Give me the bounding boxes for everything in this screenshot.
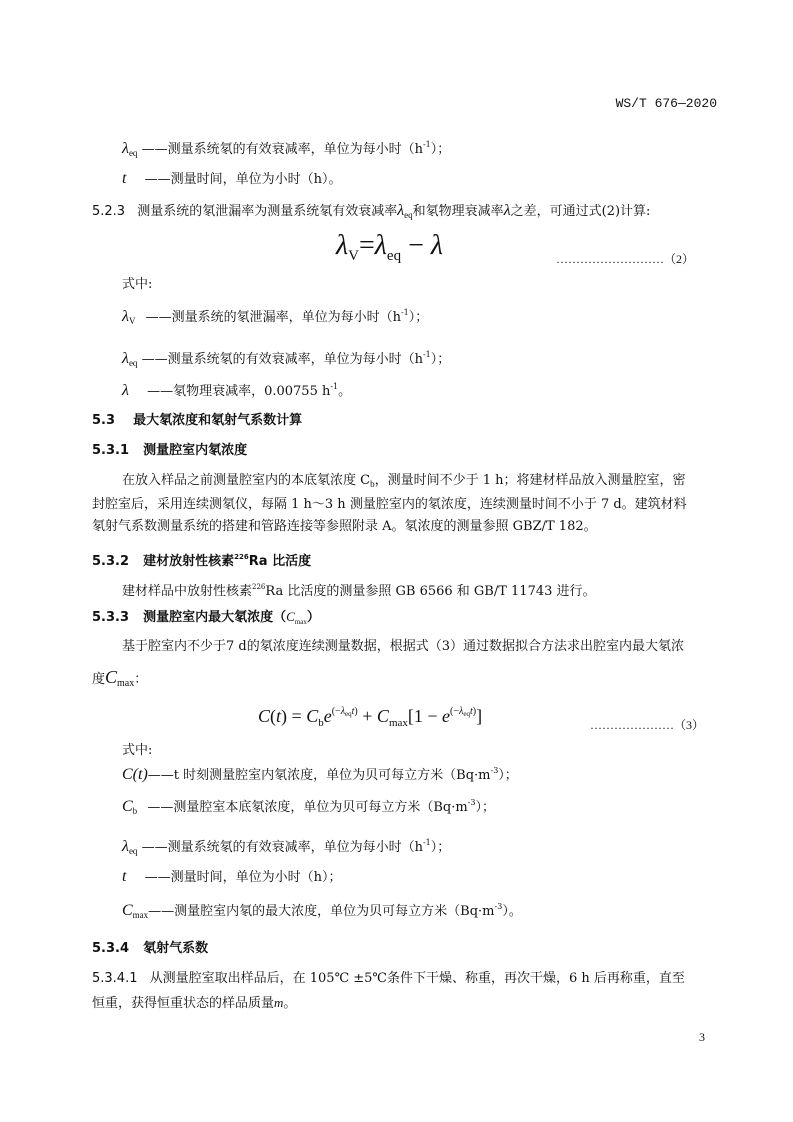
def-c-max: $C_{max}——$测量腔室内氡的最大浓度，单位为贝可每立方米$(Bq\cdot m^{-3})$。 [122, 902, 522, 920]
def-text: ——测量系统氡的有效衰减率，单位为每小时（h [141, 142, 423, 157]
section-number: 5.3.3 [92, 610, 130, 625]
section-5-3-1 [92, 442, 247, 460]
section-number: 5.3.1 [92, 443, 130, 458]
section-title: 测量腔室内氡浓度 [143, 443, 248, 458]
def-t-2: t ——测量时间，单位为小时（h）； [122, 868, 342, 885]
def-lambda-eq: $\lambda_{eq}$ ——测量系统氡的有效衰减率，单位为每小时$(h^{-1})$； [122, 140, 451, 158]
def-c-t: C(t)——t 时刻测量腔室内氡浓度，单位为贝可每立方米$(Bq\cdot m^{-3})$； [122, 766, 518, 783]
def-t [122, 170, 341, 189]
def-lambda-eq-3: $\lambda_{eq}$ ——测量系统氡的有效衰减率，单位为每小时$(h^{-1})$； [122, 838, 451, 856]
def-lambda: λ ——氡物理衰减率，0.00755 $h^{-1}$。 [122, 382, 352, 399]
def-lambda-v: $\lambda_V$ ——测量系统的氡泄漏率，单位为每小时$(h^{-1})$； [122, 308, 429, 326]
formula-2-leader: ………………………（2） [556, 252, 695, 266]
def-c-b: $C_b$ ——测量腔室本底氡浓度，单位为贝可每立方米$(Bq\cdot m^{-3})$； [122, 798, 495, 816]
paragraph-5-3-1-line-2: 封腔室后，采用连续测氡仪，每隔 1 h～3 h 测量腔室内的氡浓度，连续测量时间不小于 7 d。建筑材料 [92, 497, 687, 512]
where-label: 式中: [122, 277, 153, 292]
section-5-3-4-1-line-2: 恒重，获得恒重状态的样品质量m。 [92, 995, 297, 1011]
section-number: 5.2.3 [92, 204, 126, 219]
section-title: 氡射气系数 [143, 941, 209, 956]
paragraph-5-3-3-line-1: 基于腔室内不少于7 d的氡浓度连续测量数据，根据式（3）通过数据拟合方法求出腔室内最大氡浓 [122, 639, 684, 654]
paragraph-5-3-3-line-2: 度$C_{max}$： [92, 667, 148, 689]
def-lambda-eq-2: $\lambda_{eq}$ ——测量系统氡的有效衰减率，单位为每小时$(h^{-1})$； [122, 350, 451, 368]
section-5-2-3: 5.2.3 测量系统的氡泄漏率为测量系统氡有效衰减率$\lambda_{eq}$和氡物理衰减率λ之差，可通过式(2)计算: [92, 202, 651, 220]
def-symbol: λ [122, 140, 129, 157]
section-number: 5.3.2 [92, 554, 130, 569]
section-5-3-3: 5.3.3 测量腔室内最大氡浓度$(C_{max})$ [92, 609, 320, 626]
page-number: 3 [699, 1030, 705, 1044]
section-title: 最大氡浓度和氡射气系数计算 [133, 413, 303, 428]
formula-3-leader: …………………（3） [590, 718, 705, 732]
section-5-3-4-1-line-1: 5.3.4.1 从测量腔室取出样品后，在 105℃ ±5℃条件下干燥、称重，再次干燥，6 h 后再称重，直至 [92, 971, 685, 986]
def-text: ——测量时间，单位为小时（h）。 [144, 172, 342, 187]
paragraph-5-3-2: 建材样品中放射性核素$^{226}$Ra 比活度的测量参照 GB 6566 和 GB/T 11743 进行。 [122, 583, 596, 599]
section-number: 5.3 [92, 413, 116, 428]
where-label-2: 式中: [122, 743, 153, 758]
def-symbol: t [122, 170, 127, 187]
standard-code: WS/T 676—2020 [615, 96, 717, 111]
section-5-3 [92, 412, 302, 430]
section-number: 5.3.4.1 [92, 971, 138, 986]
section-5-3-4 [92, 940, 208, 958]
formula-2: $\lambda_V=\lambda_{eq} - \lambda$ [336, 230, 444, 264]
paragraph-5-3-1-line-3: 氡射气系数测量系统的搭建和管路连接等参照附录 A。氡浓度的测量参照 GBZ/T 182。 [92, 519, 597, 534]
equation-number: （3） [674, 718, 705, 732]
section-5-3-2: 5.3.2 建材放射性核素$^{226}$Ra 比活度 [92, 553, 312, 569]
equation-number: （2） [664, 252, 695, 266]
section-number: 5.3.4 [92, 941, 130, 956]
paragraph-5-3-1-line-1: 在放入样品之前测量腔室内的本底氡浓度 $C_b$，测量时间不少于 1 h；将建材样品放入测量腔室，密 [122, 473, 686, 489]
formula-3: $C(t) = C_be^{(-\lambda_{eq}t)} + C_{max}[1 - e^{(-\lambda_{eq}t)}]$ [258, 706, 483, 729]
